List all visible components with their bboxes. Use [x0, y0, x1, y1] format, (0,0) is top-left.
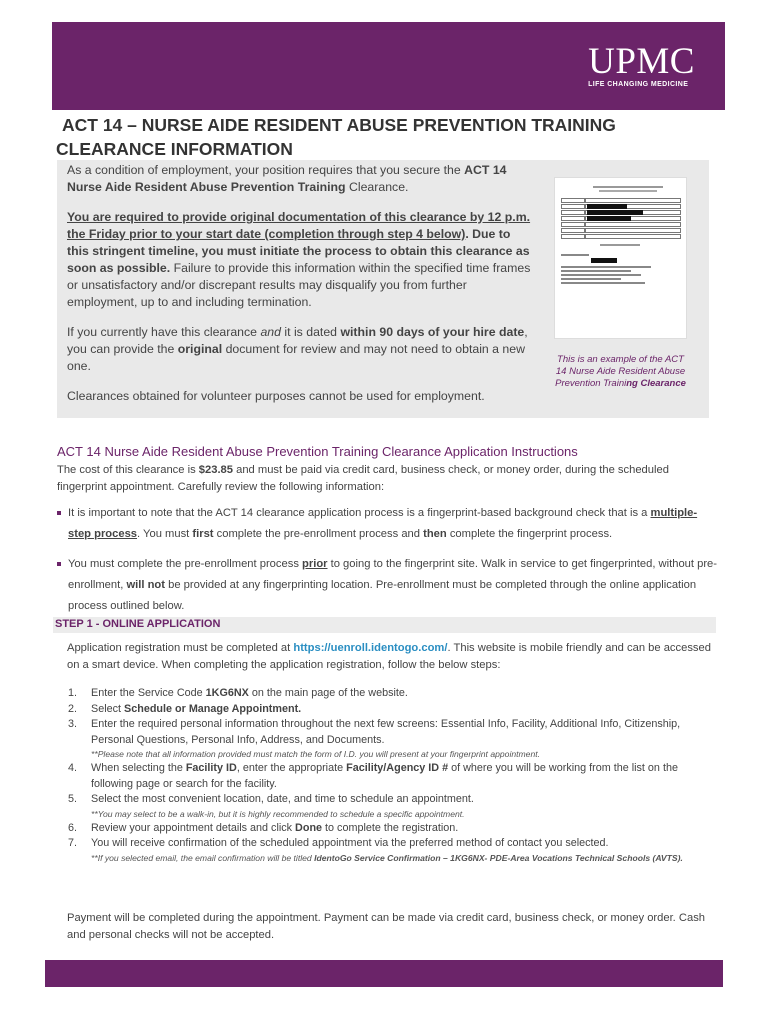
example-caption: This is an example of the ACT 14 Nurse Aide Resident Abuse Prevention Training Clearance: [555, 354, 686, 389]
intro-panel: [57, 160, 709, 418]
title-line-2: CLEARANCE INFORMATION: [56, 139, 293, 159]
list-item: 3. Enter the required personal information throughout the next few screens: Essential Info, Facility, Additional Info, Citizenship, Personal Questions, Personal Info, Address, and Documents. **Please note that all information provided must match the form of I.D. you will present at your fingerprint appointment.: [67, 717, 717, 761]
list-item: 4. When selecting the Facility ID, enter the appropriate Facility/Agency ID # of where you will be working from the list on the following page or search for the facility.: [68, 762, 678, 790]
step1-list: [67, 686, 717, 865]
intro-paragraph-3: If you currently have this clearance and it is dated within 90 days of your hire date, you can provide the original document for review and may not need to obtain a new one.: [67, 325, 528, 373]
logo-wordmark: UPMC: [588, 41, 695, 82]
bullet-multistep: It is important to note that the ACT 14 clearance application process is a fingerprint-based background check that is a multiple-step process. You must first complete the pre-enrollment process and then complete the fingerprint process.: [57, 503, 717, 545]
list-item: 5. Select the most convenient location, date, and time to schedule an appointment. **You may select to be a walk-in, but it is highly recommended to schedule a specific appointment.: [67, 792, 717, 821]
clearance-example-image: [554, 177, 687, 339]
intro-paragraph-1: As a condition of employment, your position requires that you secure the ACT 14 Nurse Aide Resident Abuse Prevention Training Clearance.: [67, 163, 507, 194]
payment-paragraph: Payment will be completed during the appointment. Payment can be made via credit card, business check, or money order. Cash and personal checks will not be accepted.: [67, 912, 706, 941]
upmc-logo: [588, 41, 695, 88]
bullet-marker: [57, 511, 61, 515]
bullet-preenrollment: You must complete the pre-enrollment process prior to going to the fingerprint site. Walk in service to get fingerprinted, without pre-enrollment, will not be provided at any fingerprinting location. Pre-enrollment must be completed through the online application process outlined below.: [57, 554, 717, 617]
page-title: [56, 113, 716, 161]
cost-paragraph: The cost of this clearance is $23.85 and must be paid via credit card, business check, or money order, during the scheduled fingerprint appointment. Carefully review the following information:: [57, 464, 669, 493]
intro-text: [67, 162, 535, 418]
title-line-1: ACT 14 – NURSE AIDE RESIDENT ABUSE PREVENTION TRAINING: [62, 115, 616, 135]
list-item: 6. Review your appointment details and click Done to complete the registration.: [68, 821, 459, 834]
step1-intro: Application registration must be completed at https://uenroll.identogo.com/. This website is mobile friendly and can be accessed on a smart device. When completing the application registration, follow the below steps:: [67, 642, 711, 671]
intro-paragraph-2: You are required to provide original documentation of this clearance by 12 p.m. the Friday prior to your start date (completion through step 4 below). Due to this stringent timeline, you must initiate the process to obtain this clearance as soon as possible. Failure to provide this information within the specified time frames or unsatisfactory and/or discrepant results may disqualify you from further employment, up to and including termination.: [67, 210, 531, 309]
intro-paragraph-4: Clearances obtained for volunteer purposes cannot be used for employment.: [67, 389, 485, 403]
step1-label: STEP 1 - ONLINE APPLICATION: [55, 618, 221, 630]
header-banner: [52, 22, 725, 110]
cost-value: $23.85: [198, 464, 233, 476]
instructions-heading: ACT 14 Nurse Aide Resident Abuse Prevention Training Clearance Application Instructions: [57, 444, 578, 459]
step-note: **If you selected email, the email confirmation will be titled IdentoGo Service Confirmation – 1KG6NX- PDE-Area Vocations Technical Schools (AVTS).: [91, 852, 683, 863]
identogo-link[interactable]: https://uenroll.identogo.com/: [293, 642, 448, 654]
logo-tagline: LIFE CHANGING MEDICINE: [588, 81, 689, 88]
step-note: **Please note that all information provided must match the form of I.D. you will present at your fingerprint appointment.: [91, 749, 541, 759]
footer-banner: [45, 960, 723, 987]
step-note: **You may select to be a walk-in, but it is highly recommended to schedule a specific appointment.: [91, 808, 465, 819]
bullet-marker: [57, 562, 61, 566]
list-item: 1. Enter the Service Code 1KG6NX on the main page of the website.: [68, 687, 408, 699]
list-item: 2. Select Schedule or Manage Appointment.: [68, 702, 302, 715]
step1-header: [53, 617, 716, 633]
list-item: 7. You will receive confirmation of the scheduled appointment via the preferred method of contact you selected. **If you selected email, the email confirmation will be titled IdentoGo Service Confirmation – 1KG6NX- PDE-Area Vocations Technical Schools (AVTS).: [67, 836, 717, 865]
